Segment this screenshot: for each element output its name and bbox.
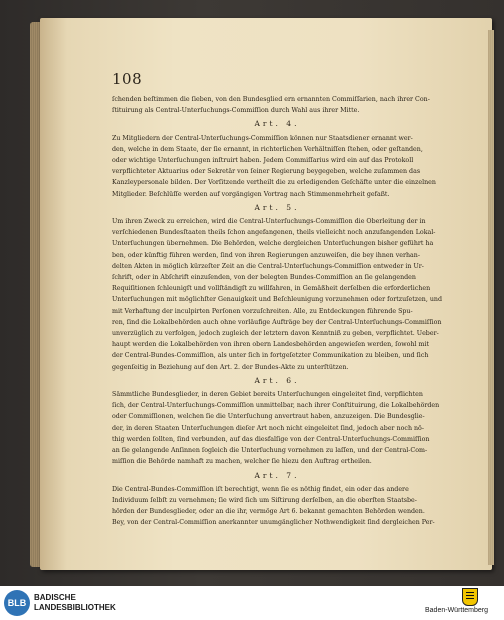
text-line: Unterſuchungen mit möglichſter Genauigkeit und Beſchleunigung vorzunehmen oder fortzuſetzen, und [112, 296, 442, 304]
page-text [112, 94, 442, 529]
article-heading: Art. 4. [254, 119, 300, 129]
text-line: thig werden ſollten, ſind verbunden, auf das diesfalſige von der Central-Unterſuchungs-Commiſſion [112, 435, 430, 443]
coat-of-arms-icon [462, 588, 478, 606]
book-page-edges-right [488, 30, 494, 565]
blb-logo[interactable]: BLB [4, 590, 30, 616]
text-line: ben, oder künftig führen werden, ſind von ihren Regierungen anzuweiſen, die bey ihnen verhan- [112, 251, 420, 259]
text-line: Zu Mitgliedern der Central-Unterſuchungs-Commiſſion können nur Staatsdiener ernannt wer- [112, 134, 413, 142]
text-line: mit Verhaftung der inculpirten Perſonen vorzuſchreiten. Alle, zu Entdeckungen führende Spu- [112, 307, 413, 315]
text-line: Um ihren Zweck zu erreichen, wird die Central-Unterſuchungs-Commiſſion die Oberleitung der in [112, 218, 426, 226]
text-line: delten Akten in möglich kürzeſter Zeit an die Central-Unterſuchungs-Commiſſion entweder in Ur- [112, 262, 424, 270]
text-line: ſchenden beſtimmen die ſieben, von den Bundesglied ern ernannten Commiſſarien, nach ihrer Con- [112, 96, 430, 103]
text-line: oder wichtige Unterſuchungen inſtruirt haben. Jedem Commiſſarius wird ein auf das Protokoll [112, 157, 414, 165]
text-line: ren, ſind die Lokalbehörden auch ohne vorläufige Aufträge bey der Central-Unterſuchungs-Commiſſion [112, 318, 442, 326]
state-name[interactable]: Baden-Württemberg [425, 607, 489, 614]
text-line: oder Commiſſionen, welchen ſie die Unterſuchung anvertraut haben, anzuzeigen. Die Bundesglie- [112, 413, 425, 421]
text-line: gegenſeitig in Beziehung auf den Art. 2. der Bundes-Akte zu unterſtützen. [112, 363, 349, 371]
text-line: an ſie gelangende Anſinnen ſogleich die Unterſuchung vornehmen zu laſſen, und der Central-Com- [112, 447, 428, 455]
text-line: ſchrift, oder in Abſchrift einzuſenden, von der belegten Bundes-Commiſſion an ſie gelangenden [112, 274, 416, 282]
article-heading: Art. 7. [254, 470, 300, 480]
article-heading: Art. 5. [254, 202, 300, 212]
text-line: unverzüglich zu verfolgen, jedoch zugleich der letztern davon Kenntniß zu geben, verpflichtet. Ueber- [112, 330, 439, 338]
text-line: Die Central-Bundes-Commiſſion iſt berechtigt, wenn ſie es nöthig findet, ein oder das andere [112, 485, 409, 493]
text-line: haupt werden die Lokalbehörden von ihren obern Landesbehörden angewieſen werden, ſowohl mit [112, 341, 430, 349]
text-line: Mitglieder. Beſchlüſſe werden auf vorgängigen Vortrag nach Stimmenmehrheit gefaßt. [112, 190, 390, 198]
text-line: Kanzleypersonale bilden. Der Vorſitzende vertheilt die zu erledigenden Geſchäfte unter die einzelnen [112, 179, 436, 187]
page-number: 108 [112, 70, 143, 88]
text-line: Bey, von der Central-Commiſſion anerkannter unumgänglicher Nothwendigkeit ſind dergleichen Per- [112, 519, 435, 527]
text-line: den, welche in dem Staate, der ſie ernannt, in richterlichen Verhältniſſen ſtehen, oder geſtanden, [112, 145, 423, 153]
text-line: ſtituirung als Central-Unterſuchungs-Commiſſion durch Wahl aus ihrer Mitte. [112, 107, 360, 115]
text-line: ſich, der Central-Unterſuchungs-Commiſſion unmittelbar, nach ihrer Conſtituirung, die Lokalbehörden [112, 402, 440, 410]
library-name[interactable] [34, 593, 116, 613]
text-line: Unterſuchungen übernehmen. Die Behörden, welche dergleichen Unterſuchungen bisher geführt ha [112, 240, 434, 248]
text-line: der, in deren Staaten Unterſuchungen dieſer Art noch nicht eingeleitet ſind, jedoch aber noch nö- [112, 424, 424, 432]
text-line: miſſion die Behörde namhaft zu machen, welcher ſie hiezu den Auftrag ertheilen. [112, 458, 372, 466]
text-line: Individuum ſelbſt zu vernehmen; ſie wird ſich um Siſtirung derſelben, an die oberſten Staatsbe- [112, 496, 417, 504]
library-name-line2: LANDESBIBLIOTHEK [34, 603, 116, 612]
text-line: Requiſitionen ſchleunigſt und vollſtändigſt zu willfahren, in Gemäßheit derſelben die erforderlichen [112, 285, 431, 293]
text-line: verſchiedenen Bundesſtaaten theils ſchon angefangenen, theils vielleicht noch anzufangenden Lokal- [112, 229, 436, 237]
text-line: hörden der Bundesglieder, oder an die ihr, vermöge Art 6. bekannt gemachten Behörden wenden. [112, 508, 425, 516]
footer-bar [0, 586, 504, 620]
library-name-line1: BADISCHE [34, 593, 76, 602]
text-line: verpflichteter Aktuarius oder Sekretär von ſeiner Regierung beygegeben, welche zuſammen das [112, 168, 421, 176]
text-line: Sämmtliche Bundesglieder, in deren Gebiet bereits Unterſuchungen eingeleitet ſind, verpflichten [112, 391, 423, 399]
text-line: der Central-Bundes-Commiſſion, als unter ſich in fortgeſetzter Communikation zu bleiben, und ſich [112, 352, 429, 360]
article-heading: Art. 6. [254, 375, 300, 385]
